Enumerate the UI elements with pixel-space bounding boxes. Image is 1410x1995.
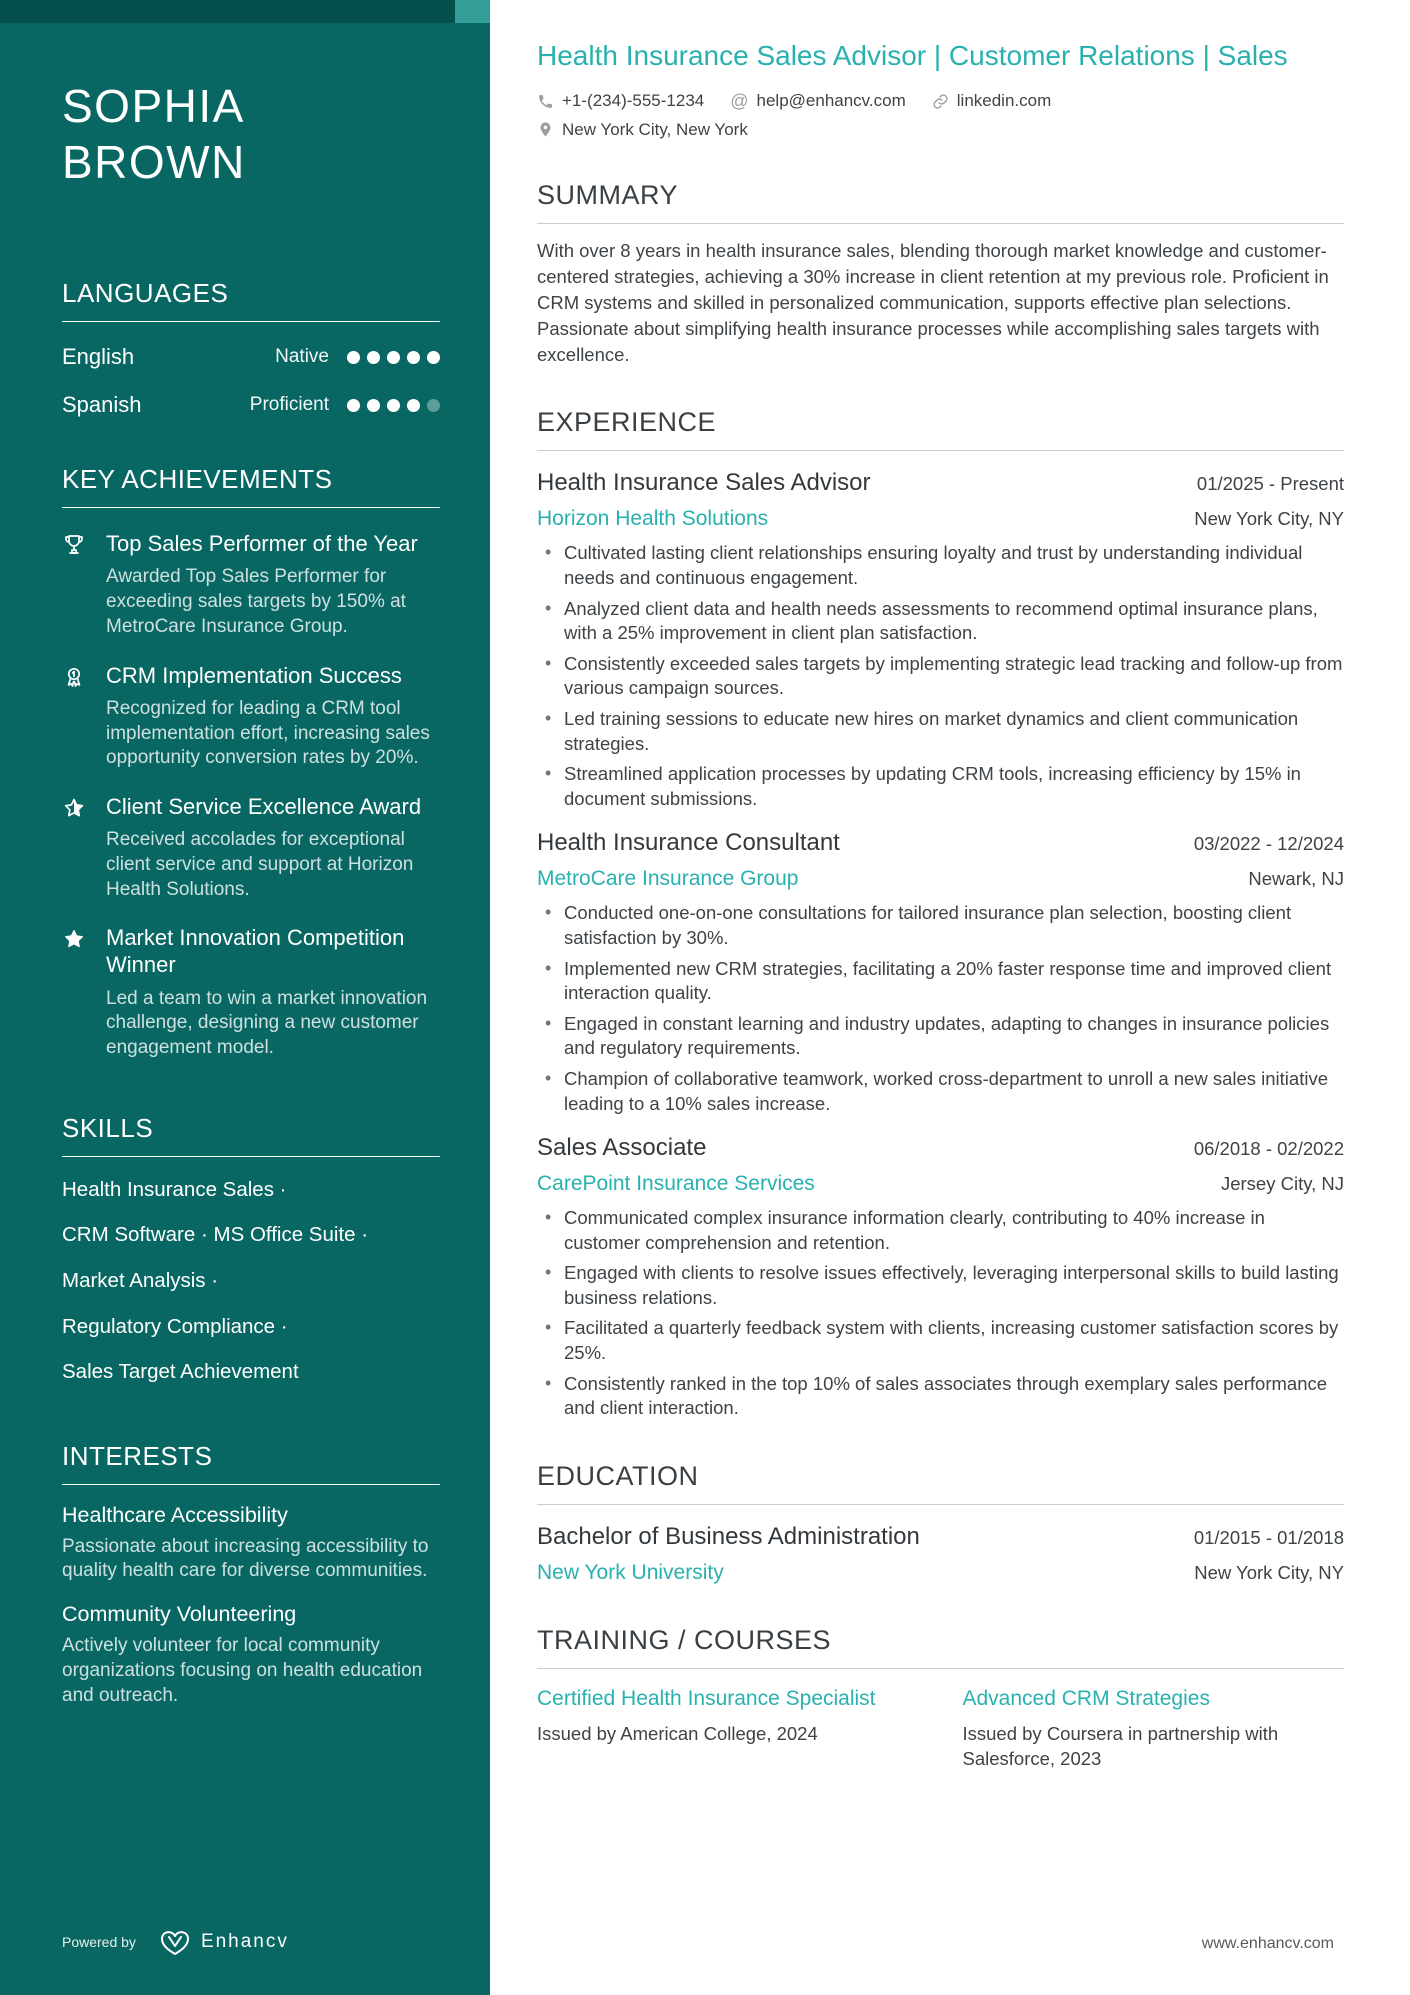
job-bullet: • Analyzed client data and health needs assessments to recommend optimal insurance plans, with a 25% improvement in client plan satisfaction. (537, 597, 1344, 646)
experience-entry (537, 829, 1344, 1116)
skills-section (62, 1113, 440, 1385)
summary-section (537, 180, 1344, 367)
interests-section (62, 1441, 440, 1708)
job-bullet: • Engaged with clients to resolve issues effectively, leveraging interpersonal skills to build lasting business relations. (537, 1261, 1344, 1310)
star-outline-icon (62, 796, 96, 902)
interest-title: Community Volunteering (62, 1602, 297, 1627)
trophy-icon (62, 533, 96, 639)
language-name: Spanish (62, 392, 142, 418)
enhancv-url[interactable]: www.enhancv.com (1201, 1935, 1334, 1952)
course-entry (963, 1685, 1345, 1771)
achievement-description: Led a team to win a market innovation challenge, designing a new customer engagement model. (106, 987, 428, 1059)
experience-header: EXPERIENCE (537, 407, 1344, 451)
location-pin-icon (537, 121, 554, 138)
contact-location (537, 120, 1237, 140)
achievement-item (62, 662, 440, 771)
job-dates: 03/2022 - 12/2024 (1193, 833, 1344, 855)
job-bullet: • Led training sessions to educate new hires on market dynamics and client communication strategies. (537, 707, 1344, 756)
interest-title: Healthcare Accessibility (62, 1502, 288, 1527)
job-role: Sales Associate (537, 1134, 707, 1162)
headline-title: Health Insurance Sales Advisor | Customer Relations | Sales (537, 40, 1288, 71)
job-bullet: • Conducted one-on-one consultations for tailored insurance plan selection, boosting client satisfaction by 30%. (537, 901, 1344, 950)
experience-section (537, 407, 1344, 1420)
job-bullet: • Communicated complex insurance information clearly, contributing to 40% increase in customer comprehension and retention. (537, 1206, 1344, 1255)
contact-location-text: New York City, New York (562, 119, 748, 139)
achievement-title: Client Service Excellence Award (106, 793, 422, 819)
training-section (537, 1625, 1344, 1771)
medal-icon (62, 665, 96, 771)
job-dates: 01/2025 - Present (1196, 473, 1344, 495)
skill-line: CRM Software · MS Office Suite · (62, 1223, 369, 1247)
summary-text: With over 8 years in health insurance sales, blending thorough market knowledge and customer-centered strategies, achieving a 30% increase in client retention at my previous role. Proficient in CRM systems and skilled in personalized communication, supports effective plan selections. Passionate about simplifying health insurance processes while accomplishing sales targets with excellence. (537, 239, 1329, 365)
contact-row (537, 91, 1237, 140)
job-bullet: • Engaged in constant learning and industry updates, adapting to changes in insurance policies and regulatory requirements. (537, 1012, 1344, 1061)
phone-icon (537, 93, 554, 110)
education-degree: Bachelor of Business Administration (537, 1522, 920, 1550)
achievement-description: Recognized for leading a CRM tool implementation effort, increasing sales opportunity conversion rates by 20%. (106, 697, 430, 769)
experience-entry (537, 469, 1344, 811)
interest-item (62, 1602, 440, 1708)
language-row (62, 392, 440, 418)
enhancv-brand-name: Enhancv (200, 1931, 289, 1952)
sidebar-top-bar-accent (455, 0, 490, 23)
job-bullet: • Facilitated a quarterly feedback system with clients, increasing customer satisfaction scores by 25%. (537, 1316, 1344, 1365)
enhancv-logo-icon (158, 1927, 192, 1957)
at-icon: @ (730, 90, 749, 111)
job-dates: 06/2018 - 02/2022 (1193, 1138, 1344, 1160)
job-bullet: • Consistently exceeded sales targets by implementing strategic lead tracking and follow-up from various campaign sources. (537, 652, 1344, 701)
training-header: TRAINING / COURSES (537, 1625, 1344, 1669)
powered-by-label: Powered by (62, 1934, 136, 1950)
skill-line: Health Insurance Sales · (62, 1177, 287, 1201)
language-level: Native (275, 346, 329, 368)
achievement-title: Market Innovation Competition Winner (106, 925, 405, 978)
course-issued: Issued by American College, 2024 (537, 1723, 818, 1745)
achievement-title: CRM Implementation Success (106, 662, 402, 688)
job-location: New York City, NY (1194, 508, 1344, 530)
job-bullet: • Consistently ranked in the top 10% of sales associates through exemplary sales performance and client interaction. (537, 1372, 1344, 1421)
job-bullets (537, 1206, 1344, 1421)
job-bullet: • Cultivated lasting client relationships ensuring loyalty and trust by understanding individual needs and continuous engagement. (537, 541, 1344, 590)
language-row (62, 344, 440, 370)
job-location: Newark, NJ (1248, 868, 1344, 890)
key-achievements-section (62, 464, 440, 1061)
job-location: Jersey City, NJ (1220, 1173, 1344, 1195)
contact-phone-text: +1-(234)-555-1234 (562, 91, 705, 111)
key-achievements-header: KEY ACHIEVEMENTS (62, 464, 440, 508)
interest-item (62, 1503, 440, 1584)
education-location: New York City, NY (1194, 1561, 1344, 1583)
job-role: Health Insurance Consultant (537, 829, 840, 857)
course-title: Advanced CRM Strategies (962, 1686, 1210, 1710)
skill-line: Regulatory Compliance · (62, 1314, 288, 1338)
achievement-item (62, 924, 440, 1061)
contact-phone (537, 91, 704, 111)
course-title: Certified Health Insurance Specialist (537, 1686, 876, 1710)
contact-email-text: help@enhancv.com (756, 91, 906, 111)
achievement-item (62, 530, 440, 639)
job-company: CarePoint Insurance Services (537, 1172, 815, 1196)
skills-header: SKILLS (62, 1113, 440, 1157)
star-icon (62, 927, 96, 1061)
languages-section (62, 278, 440, 418)
language-name: English (62, 344, 135, 370)
course-issued: Issued by Coursera in partnership with Salesforce, 2023 (962, 1723, 1279, 1769)
job-company: Horizon Health Solutions (537, 507, 769, 531)
achievement-item (62, 793, 440, 902)
education-header: EDUCATION (537, 1461, 1344, 1505)
candidate-name: SOPHIA BROWN (62, 80, 246, 189)
skill-line: Sales Target Achievement (62, 1360, 299, 1384)
main-content (490, 0, 1410, 1995)
job-bullet: • Champion of collaborative teamwork, worked cross-department to unroll a new sales initiative leading to a 10% sales increase. (537, 1067, 1344, 1116)
interest-description: Actively volunteer for local community organizations focusing on health education and outreach. (62, 1635, 423, 1706)
job-bullet: • Streamlined application processes by updating CRM tools, increasing efficiency by 15% in document submissions. (537, 762, 1344, 811)
job-bullet: • Implemented new CRM strategies, facilitating a 20% faster response time and improved client interaction quality. (537, 957, 1344, 1006)
achievement-title: Top Sales Performer of the Year (106, 531, 418, 557)
achievement-description: Received accolades for exceptional client service and support at Horizon Health Solutions. (106, 829, 414, 900)
sidebar (0, 0, 490, 1995)
summary-header: SUMMARY (537, 180, 1344, 224)
language-level-dots (347, 399, 440, 412)
language-level: Proficient (249, 394, 329, 416)
job-bullets (537, 541, 1344, 811)
experience-entry (537, 1134, 1344, 1421)
powered-by-footer[interactable] (62, 1927, 289, 1957)
course-entry (537, 1685, 919, 1771)
link-icon (932, 93, 949, 110)
job-company: MetroCare Insurance Group (537, 867, 799, 891)
language-level-dots (347, 351, 440, 364)
sidebar-top-bar (0, 0, 455, 23)
education-school: New York University (537, 1560, 724, 1584)
languages-header: LANGUAGES (62, 278, 440, 322)
education-dates: 01/2015 - 01/2018 (1193, 1526, 1344, 1548)
contact-email[interactable] (730, 91, 906, 112)
education-section (537, 1461, 1344, 1585)
interest-description: Passionate about increasing accessibility to quality health care for diverse communities. (62, 1535, 429, 1582)
contact-website-text: linkedin.com (956, 91, 1052, 111)
job-role: Health Insurance Sales Advisor (537, 469, 871, 497)
achievement-description: Awarded Top Sales Performer for exceeding sales targets by 150% at MetroCare Insurance Group. (106, 566, 406, 637)
job-bullets (537, 901, 1344, 1116)
interests-header: INTERESTS (62, 1441, 440, 1485)
skill-line: Market Analysis · (62, 1268, 219, 1292)
contact-website[interactable] (932, 91, 1052, 111)
